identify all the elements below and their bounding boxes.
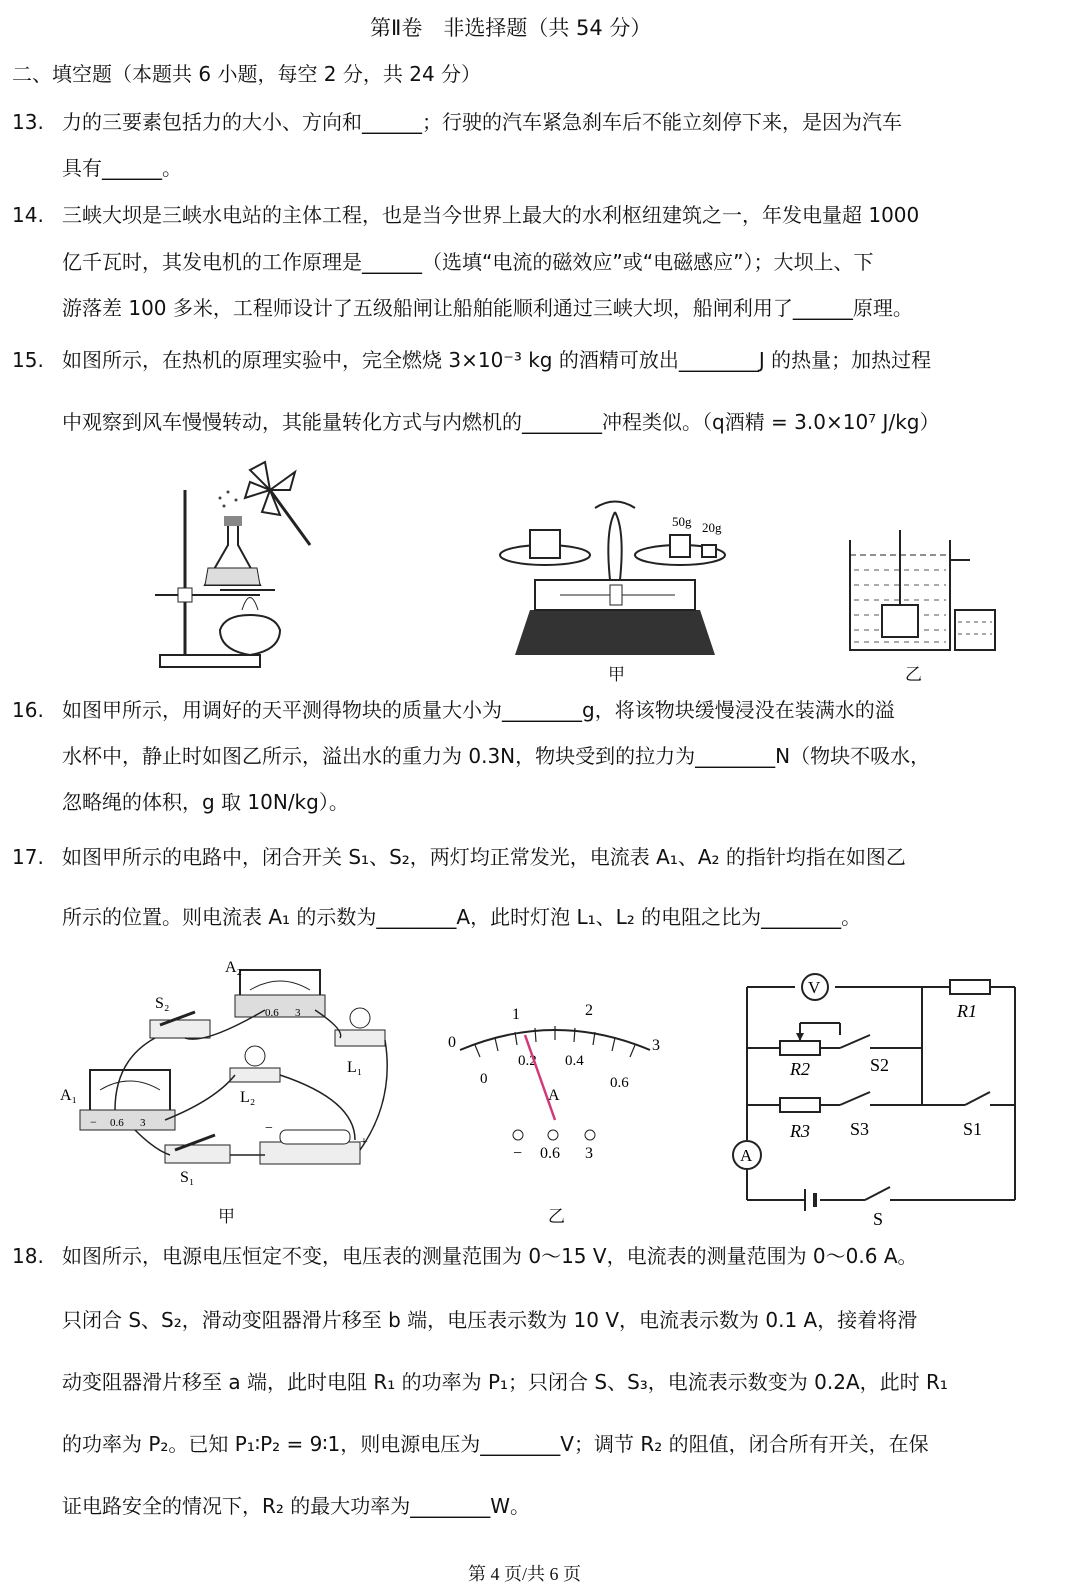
terminal-06: 0.6 (540, 1145, 560, 1162)
circuit-schematic-figure (725, 965, 1045, 1230)
page-footer: 第 4 页/共 6 页 (468, 1564, 582, 1584)
schematic-s: S (873, 1209, 884, 1229)
label-s2: S₂ (155, 995, 170, 1012)
question-13-line-1: 力的三要素包括力的大小、方向和______；行驶的汽车紧急刹车后不能立刻停下来，是因为汽车 (62, 110, 902, 134)
schematic-r1: R1 (957, 1001, 977, 1021)
schematic-s2: S2 (870, 1055, 890, 1075)
dial-bottom-02: 0.2 (518, 1053, 537, 1069)
dial-bottom-0: 0 (480, 1071, 488, 1087)
ammeter-dial-figure (440, 995, 680, 1175)
question-18-number: 18. (12, 1244, 44, 1268)
question-14-line-3: 游落差 100 多米，工程师设计了五级船闸让船舶能顺利通过三峡大坝，船闸利用了______原理。 (62, 296, 913, 320)
figure-caption-jia-circuit: 甲 (218, 1207, 235, 1227)
label-a1-3: 3 (140, 1117, 146, 1129)
schematic-r3: R3 (790, 1121, 810, 1141)
label-battery-plus: + (360, 1135, 368, 1150)
schematic-v: V (808, 978, 821, 997)
question-15-line-2: 中观察到风车慢慢转动，其能量转化方式与内燃机的________冲程类似。（q酒精 = 3.0×10⁷ J/kg） (62, 410, 940, 434)
schematic-s3: S3 (850, 1119, 870, 1139)
question-17-number: 17. (12, 845, 44, 869)
dial-unit: A (548, 1087, 560, 1104)
label-a1-06: 0.6 (110, 1117, 124, 1129)
question-14-line-1: 三峡大坝是三峡水电站的主体工程，也是当今世界上最大的水利枢纽建筑之一，年发电量超 1000 (62, 203, 920, 227)
schematic-a: A (740, 1146, 753, 1165)
figure-caption-yi-overflow: 乙 (905, 665, 922, 685)
question-15-number: 15. (12, 348, 44, 372)
dial-top-1: 1 (512, 1006, 520, 1023)
question-18-line-2: 只闭合 S、S₂，滑动变阻器滑片移至 b 端，电压表示数为 10 V，电流表示数为 0.1 A，接着将滑 (62, 1308, 918, 1332)
question-16-line-3: 忽略绳的体积，g 取 10N/kg）。 (62, 790, 349, 814)
label-a2-06: 0.6 (265, 1007, 279, 1019)
label-s1: S₁ (180, 1169, 195, 1186)
question-16-number: 16. (12, 698, 44, 722)
question-18-line-1: 如图所示，电源电压恒定不变，电压表的测量范围为 0～15 V，电流表的测量范围为 0～0.6 A。 (62, 1244, 918, 1268)
question-13-line-2: 具有______。 (62, 156, 182, 180)
question-17-line-2: 所示的位置。则电流表 A₁ 的示数为________A，此时灯泡 L₁、L₂ 的电阻之比为________。 (62, 905, 862, 929)
figure-caption-yi-ammeter: 乙 (548, 1207, 565, 1227)
label-a1-minus: − (90, 1115, 97, 1129)
ammeter-needle (525, 1035, 555, 1120)
question-18-line-5: 证电路安全的情况下，R₂ 的最大功率为________W。 (62, 1494, 531, 1518)
weight-50g-label: 50g (672, 514, 692, 529)
question-16-line-1: 如图甲所示，用调好的天平测得物块的质量大小为________g，将该物块缓慢浸没在装满水的溢 (62, 698, 895, 722)
dial-bottom-06: 0.6 (610, 1075, 629, 1091)
dial-bottom-04: 0.4 (565, 1053, 584, 1069)
balance-figure (490, 490, 750, 660)
dial-top-0: 0 (448, 1034, 456, 1051)
question-13-number: 13. (12, 110, 44, 134)
question-18-line-4: 的功率为 P₂。已知 P₁∶P₂ = 9∶1，则电源电压为________V；调节 R₂ 的阻值，闭合所有开关，在保 (62, 1432, 929, 1456)
question-17-line-1: 如图甲所示的电路中，闭合开关 S₁、S₂，两灯均正常发光，电流表 A₁、A₂ 的指针均指在如图乙 (62, 845, 906, 869)
question-15-line-1: 如图所示，在热机的原理实验中，完全燃烧 3×10⁻³ kg 的酒精可放出________J 的热量；加热过程 (62, 348, 932, 372)
question-16-line-2: 水杯中，静止时如图乙所示，溢出水的重力为 0.3N，物块受到的拉力为________N（物块不吸水， (62, 744, 931, 768)
label-l1: L₁ (347, 1059, 363, 1076)
circuit-photo-figure (55, 950, 395, 1210)
label-l2: L₂ (240, 1089, 256, 1106)
weight-20g-label: 20g (702, 520, 722, 535)
terminal-minus: − (513, 1145, 523, 1162)
schematic-r2: R2 (790, 1059, 810, 1079)
label-battery-minus: − (265, 1121, 273, 1136)
heat-engine-figure (150, 450, 430, 680)
section-heading: 二、填空题（本题共 6 小题，每空 2 分，共 24 分） (12, 62, 482, 86)
exam-part-title: 第Ⅱ卷 非选择题（共 54 分） (370, 16, 652, 40)
overflow-cup-figure (840, 530, 1000, 660)
figure-caption-jia-balance: 甲 (608, 665, 625, 685)
schematic-s1: S1 (963, 1119, 983, 1139)
question-18-line-3: 动变阻器滑片移至 a 端，此时电阻 R₁ 的功率为 P₁；只闭合 S、S₃，电流表示数变为 0.2A，此时 R₁ (62, 1370, 948, 1394)
terminal-3: 3 (585, 1145, 593, 1162)
question-14-number: 14. (12, 203, 44, 227)
dial-top-3: 3 (652, 1037, 660, 1054)
question-14-line-2: 亿千瓦时，其发电机的工作原理是______（选填“电流的磁效应”或“电磁感应”）；大坝上、下 (62, 250, 874, 274)
label-a2-3: 3 (295, 1007, 301, 1019)
dial-top-2: 2 (585, 1002, 593, 1019)
label-a2: A₂ (225, 959, 243, 976)
label-a1: A₁ (60, 1087, 78, 1104)
